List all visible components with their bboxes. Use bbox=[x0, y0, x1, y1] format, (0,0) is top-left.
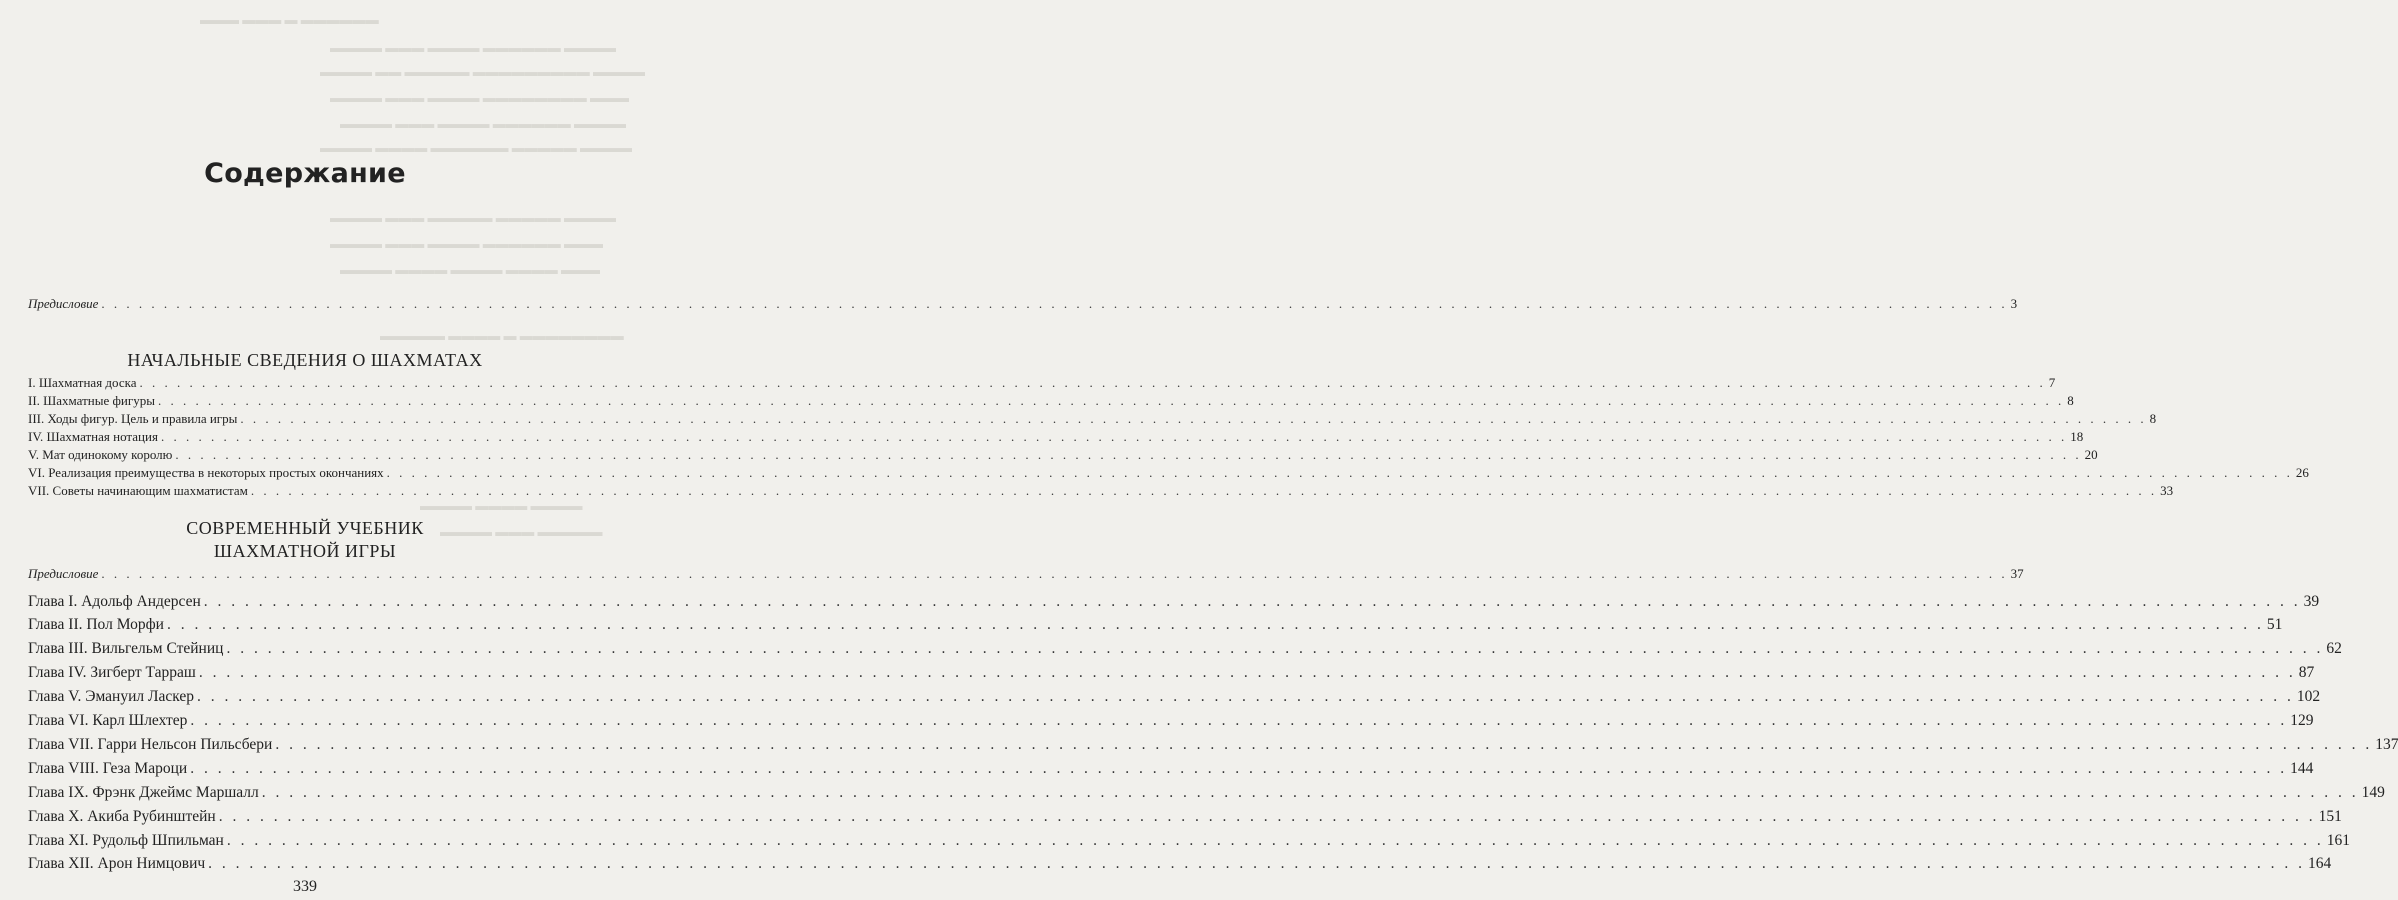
dot-leader bbox=[140, 375, 2046, 391]
toc-entry-label: Глава VIII. Геза Мароци bbox=[28, 760, 188, 777]
toc-entry-label: Глава XII. Арон Нимцович bbox=[28, 855, 206, 872]
toc-entry bbox=[28, 736, 2398, 754]
toc-entry-label: Глава I. Адольф Андерсен bbox=[28, 593, 201, 610]
toc-entry-page: 26 bbox=[2295, 465, 2309, 480]
dot-leader bbox=[199, 664, 2296, 682]
toc-entry bbox=[28, 808, 2342, 826]
toc-entry bbox=[28, 393, 2074, 409]
toc-entry-page: 37 bbox=[2010, 566, 2024, 581]
section-heading-textbook-line2: ШАХМАТНОЙ ИГРЫ bbox=[213, 541, 397, 561]
toc-entry-page: 87 bbox=[2298, 664, 2315, 681]
toc-entry-label: Предисловие bbox=[28, 566, 99, 581]
toc-entry-page: 7 bbox=[2048, 375, 2056, 390]
dot-leader bbox=[101, 566, 2007, 582]
dot-leader bbox=[161, 429, 2067, 445]
dot-leader bbox=[219, 808, 2316, 826]
toc-entry-label: Глава III. Вильгельм Стейниц bbox=[28, 640, 224, 657]
toc-entry bbox=[28, 465, 2309, 481]
toc-entry bbox=[28, 593, 2320, 611]
toc-entry bbox=[28, 411, 2157, 427]
toc-entry-label: V. Мат одинокому королю bbox=[28, 447, 173, 462]
section-heading-basics: НАЧАЛЬНЫЕ СВЕДЕНИЯ О ШАХМАТАХ bbox=[127, 350, 483, 370]
toc-entry-page: 20 bbox=[2084, 447, 2098, 462]
toc-entry-label: VII. Советы начинающим шахматистам bbox=[28, 483, 248, 498]
bleed-through-background: ▬▬▬ ▬▬▬ ▬ ▬▬▬▬▬▬ ▬▬▬▬ ▬▬▬ ▬▬▬▬ ▬▬▬▬▬▬ ▬▬▬▬ ▬▬▬▬ ▬▬ ▬▬▬▬▬ ▬▬▬▬▬▬▬▬▬ ▬▬▬▬ ▬▬▬▬ ▬▬▬ ▬▬▬▬ ▬▬▬▬▬▬▬▬ ▬▬▬ ▬▬▬▬ ▬▬▬ ▬▬▬▬ ▬▬▬▬▬▬ ▬▬▬▬ ▬▬▬▬ ▬▬▬▬ ▬▬▬▬▬▬ ▬▬▬▬▬ ▬▬▬▬ ▬▬▬▬ ▬▬▬ ▬▬▬▬▬ ▬▬▬▬▬ ▬▬▬▬ ▬▬▬▬ ▬▬▬ ▬▬▬▬ ▬▬▬▬▬▬ ▬▬▬ ▬▬▬▬ ▬▬▬▬ ▬▬▬▬ ▬▬▬▬ ▬▬▬ ▬▬▬▬▬ ▬▬▬▬ ▬ ▬▬▬▬▬▬▬▬ ▬▬▬▬ ▬▬▬▬ ▬▬▬▬ ▬▬▬▬ ▬▬▬ ▬▬▬▬▬ bbox=[200, 12, 645, 539]
toc-entry-page: 149 bbox=[2361, 784, 2385, 801]
toc-entry-page: 151 bbox=[2318, 808, 2342, 825]
toc-entry-label: Предисловие bbox=[28, 296, 99, 311]
toc-entry-page: 8 bbox=[2149, 411, 2157, 426]
toc-entry-page: 129 bbox=[2290, 712, 2314, 729]
toc-entry bbox=[28, 447, 2098, 463]
toc-entry bbox=[28, 429, 2084, 445]
toc-entry-page: 8 bbox=[2067, 393, 2074, 408]
toc-entry-page: 137 bbox=[2375, 736, 2398, 753]
toc-entry-label: III. Ходы фигур. Цель и правила игры bbox=[28, 411, 238, 426]
page-title: Содержание bbox=[204, 158, 406, 189]
toc-entry bbox=[28, 483, 2174, 499]
dot-leader bbox=[190, 712, 2287, 730]
toc-entry-label: Глава XI. Рудольф Шпильман bbox=[28, 832, 224, 849]
toc-entry-label: VI. Реализация преимущества в некоторых простых окончаниях bbox=[28, 465, 384, 480]
toc-entry-label: I. Шахматная доска bbox=[28, 375, 137, 390]
toc-entry-label: Глава V. Эмануил Ласкер bbox=[28, 688, 195, 705]
toc-entry bbox=[28, 375, 2056, 391]
toc-entry-page: 33 bbox=[2160, 483, 2174, 498]
toc-entry bbox=[28, 640, 2342, 658]
toc-entry-label: IV. Шахматная нотация bbox=[28, 429, 158, 444]
dot-leader bbox=[251, 483, 2157, 499]
toc-entry bbox=[28, 712, 2314, 730]
toc-entry bbox=[28, 664, 2315, 682]
page-number: 339 bbox=[293, 878, 317, 895]
dot-leader bbox=[227, 832, 2324, 850]
toc-entry bbox=[28, 616, 2283, 634]
toc-entry-label: Глава II. Пол Морфи bbox=[28, 616, 164, 633]
toc-entry-label: Глава VII. Гарри Нельсон Пильсбери bbox=[28, 736, 273, 753]
dot-leader bbox=[275, 736, 2372, 754]
toc-entry-preface bbox=[28, 296, 2018, 312]
toc-entry bbox=[28, 760, 2314, 778]
toc-entry-page: 62 bbox=[2326, 640, 2342, 657]
dot-leader bbox=[190, 760, 2287, 778]
dot-leader bbox=[158, 393, 2064, 409]
toc-entry-label: Глава VI. Карл Шлехтер bbox=[28, 712, 188, 729]
toc-entry bbox=[28, 832, 2350, 850]
toc-entry-label: II. Шахматные фигуры bbox=[28, 393, 155, 408]
toc-entry-page: 144 bbox=[2290, 760, 2314, 777]
toc-entry-page: 164 bbox=[2308, 855, 2332, 872]
toc-entry bbox=[28, 784, 2385, 802]
dot-leader bbox=[226, 640, 2323, 658]
toc-entry-page: 3 bbox=[2010, 296, 2018, 311]
toc-entry-page: 102 bbox=[2296, 688, 2321, 705]
toc-entry-page: 18 bbox=[2070, 429, 2084, 444]
dot-leader bbox=[175, 447, 2081, 463]
toc-entry-label: Глава X. Акиба Рубинштейн bbox=[28, 808, 216, 825]
dot-leader bbox=[208, 855, 2305, 873]
toc-entry bbox=[28, 855, 2332, 873]
toc-entry-label: Глава IV. Зигберт Тарраш bbox=[28, 664, 196, 681]
toc-entry-label: Глава IX. Фрэнк Джеймс Маршалл bbox=[28, 784, 259, 801]
section-heading-textbook-line1: СОВРЕМЕННЫЙ УЧЕБНИК bbox=[186, 518, 424, 538]
toc-entry-page: 51 bbox=[2266, 616, 2283, 633]
dot-leader bbox=[197, 688, 2294, 706]
toc-entry-page: 39 bbox=[2303, 593, 2320, 610]
dot-leader bbox=[240, 411, 2146, 427]
toc-entry-preface-2 bbox=[28, 566, 2024, 582]
dot-leader bbox=[262, 784, 2359, 802]
dot-leader bbox=[167, 616, 2264, 634]
toc-entry bbox=[28, 688, 2321, 706]
toc-entry-page: 161 bbox=[2326, 832, 2350, 849]
dot-leader bbox=[387, 465, 2293, 481]
dot-leader bbox=[204, 593, 2301, 611]
dot-leader bbox=[101, 296, 2007, 312]
